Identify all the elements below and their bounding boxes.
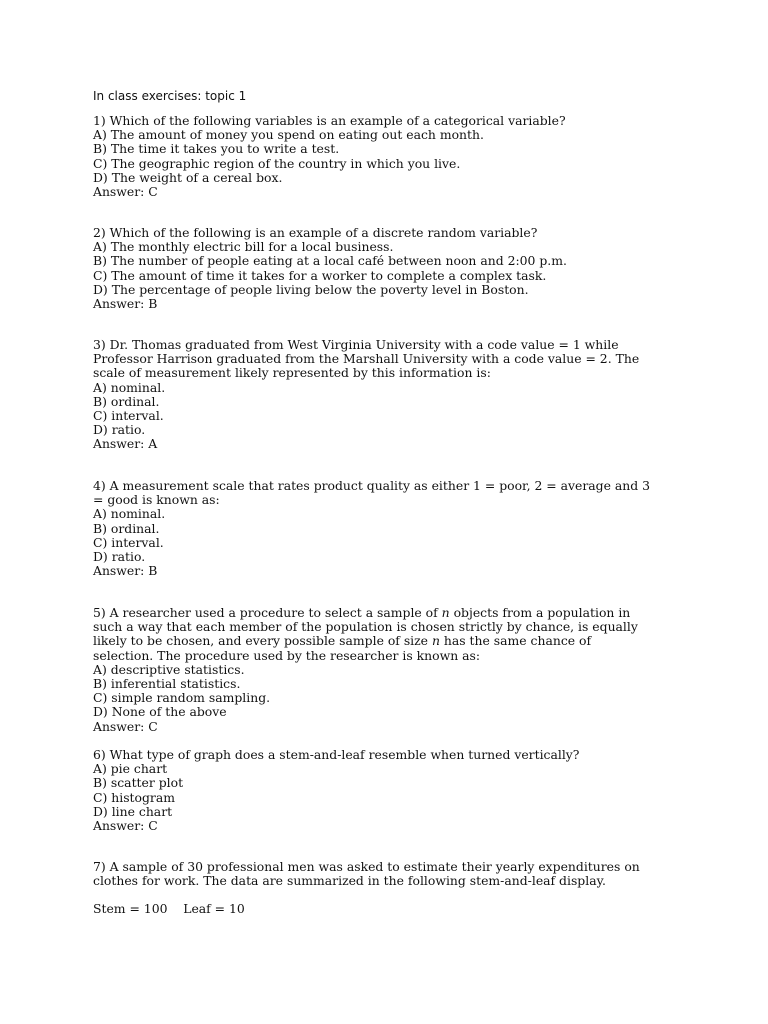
question-2-answer: Answer: B [93, 295, 158, 311]
question-5 [93, 606, 693, 734]
question-2 [93, 226, 693, 311]
question-1-option-b: B) The time it takes you to write a test. [93, 141, 340, 157]
question-3-stem-line-3: scale of measurement likely represented by this information is: [93, 365, 491, 381]
question-7-stem-line-1: 7) A sample of 30 professional men was asked to estimate their yearly expenditures on [93, 859, 640, 874]
question-5-italic-n-2: n [431, 633, 440, 649]
question-5-stem-line-3 [93, 634, 693, 648]
question-3-option-d: D) ratio. [93, 422, 146, 438]
question-1-stem: 1) Which of the following variables is an example of a categorical variable? [93, 113, 566, 128]
question-1-option-a: A) The amount of money you spend on eating out each month. [93, 127, 484, 143]
question-1 [93, 114, 693, 199]
question-1-option-c: C) The geographic region of the country in which you live. [93, 155, 461, 171]
question-6 [93, 748, 693, 833]
question-4-option-c: C) interval. [93, 534, 164, 550]
question-3-stem-line-2: Professor Harrison graduated from the Marshall University with a code value = 2. The [93, 351, 640, 367]
question-3 [93, 338, 693, 452]
question-2-stem: 2) Which of the following is an example of a discrete random variable? [93, 225, 538, 240]
question-6-option-a: A) pie chart [93, 761, 168, 777]
question-4 [93, 479, 693, 578]
question-3-stem-line-1: 3) Dr. Thomas graduated from West Virginia University with a code value = 1 while [93, 337, 619, 352]
question-2-option-b: B) The number of people eating at a local café between noon and 2:00 p.m. [93, 253, 567, 269]
question-7 [93, 860, 693, 888]
question-7-stem-line-2: clothes for work. The data are summarized in the following stem-and-leaf display. [93, 873, 606, 889]
stem-leaf-header: Stem = 100 Leaf = 10 [93, 901, 245, 916]
question-6-option-d: D) line chart [93, 803, 173, 819]
question-4-option-a: A) nominal. [93, 506, 166, 522]
question-5-option-a: A) descriptive statistics. [93, 661, 245, 677]
question-6-answer: Answer: C [93, 817, 158, 833]
question-1-option-d: D) The weight of a cereal box. [93, 169, 283, 185]
question-3-option-b: B) ordinal. [93, 393, 160, 409]
question-5-stem-line-3-pre: likely to be chosen, and every possible sample of size [93, 633, 432, 649]
question-6-option-c: C) histogram [93, 789, 175, 805]
document-title: In class exercises: topic 1 [93, 89, 247, 103]
question-6-stem: 6) What type of graph does a stem-and-leaf resemble when turned vertically? [93, 747, 580, 762]
question-4-option-b: B) ordinal. [93, 520, 160, 536]
question-1-answer: Answer: C [93, 183, 158, 199]
question-6-option-b: B) scatter plot [93, 775, 184, 791]
question-3-option-a: A) nominal. [93, 379, 166, 395]
question-2-option-d: D) The percentage of people living below the poverty level in Boston. [93, 281, 529, 297]
question-4-option-d: D) ratio. [93, 548, 146, 564]
question-5-stem-line-4: selection. The procedure used by the researcher is known as: [93, 647, 481, 663]
question-3-option-c: C) interval. [93, 407, 164, 423]
question-5-option-d: D) None of the above [93, 704, 227, 720]
question-4-stem-line-2: = good is known as: [93, 492, 220, 508]
question-5-stem-line-3-post: has the same chance of [439, 633, 592, 649]
question-2-option-c: C) The amount of time it takes for a worker to complete a complex task. [93, 267, 547, 283]
question-5-stem-line-2: such a way that each member of the population is chosen strictly by chance, is equally [93, 619, 638, 635]
question-2-option-a: A) The monthly electric bill for a local business. [93, 239, 394, 255]
question-5-answer: Answer: C [93, 718, 158, 734]
question-5-stem-line-1-pre: 5) A researcher used a procedure to select a sample of [93, 605, 442, 620]
question-3-answer: Answer: A [93, 436, 158, 452]
question-4-answer: Answer: B [93, 563, 158, 579]
question-5-stem-line-1-post: objects from a population in [449, 605, 631, 620]
question-5-option-c: C) simple random sampling. [93, 690, 271, 706]
question-5-option-b: B) inferential statistics. [93, 675, 241, 691]
question-5-stem-line-1 [93, 606, 693, 620]
question-5-italic-n-1: n [441, 605, 450, 620]
question-4-stem-line-1: 4) A measurement scale that rates product quality as either 1 = poor, 2 = average and 3 [93, 478, 650, 493]
